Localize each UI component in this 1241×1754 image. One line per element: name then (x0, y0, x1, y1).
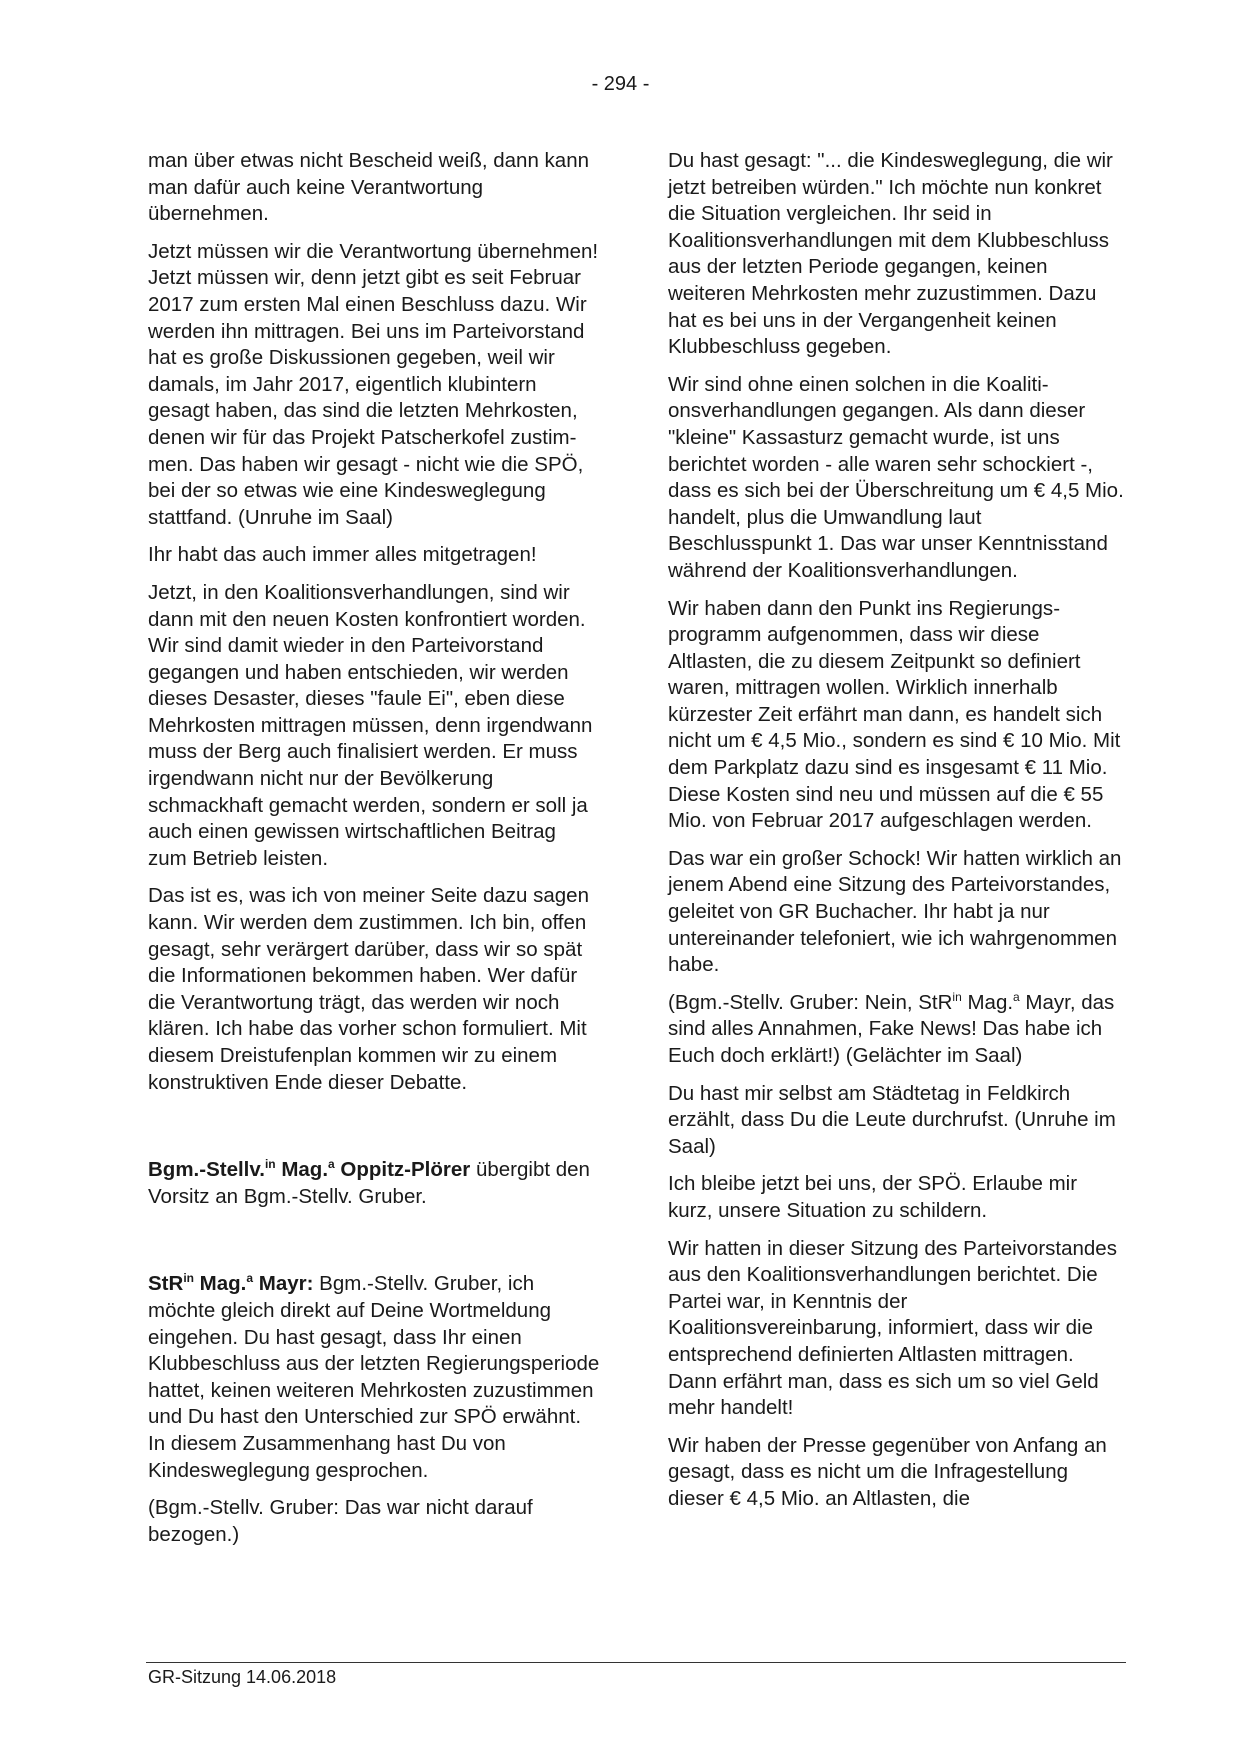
speaker-name: StR$^{in}$ Mag.$^a$ Mayr: (148, 1271, 314, 1296)
paragraph: Jetzt müssen wir die Verantwortung übernehmen! Jetzt müssen wir, denn jetzt gibt es seit Februar 2017 zum ersten Mal einen Beschluss dazu. Wir werden ihn mittragen. Bei uns im Parteivorstand hat es große Diskussionen gegeben, weil wir damals, im Jahr 2017, eigentlich klubintern gesagt haben, das sind die letzten Mehrkosten, denen wir für das Projekt Patscherkofel zustimmen. Das haben wir gesagt - nicht wie die SPÖ, bei der so etwas wie eine Kindesweglegung stattfand. (Unruhe im Saal) (148, 239, 599, 529)
paragraph: Jetzt, in den Koalitionsverhandlungen, sind wir dann mit den neuen Kosten konfrontiert worden. Wir sind damit wieder in den Parteivorstand gegangen und haben entschieden, wir werden dieses Desaster, dieses "faule Ei", eben diese Mehrkosten mittragen müssen, denn irgendwann muss der Berg auch finalisiert werden. Er muss irgendwann nicht nur der Bevölkerung schmackhaft gemacht werden, sondern er soll ja auch einen gewissen wirtschaftlichen Beitrag zum Betrieb leisten. (148, 580, 593, 870)
left-column (148, 148, 600, 1559)
speaker-paragraph: StR$^{in}$ Mag.$^a$ Mayr: Bgm.-Stellv. Gruber, ich möchte gleich direkt auf Deine Wortmeldung eingehen. Du hast gesagt, dass Ihr einen Klubbeschluss aus der letzten Regierungsperiode hattet, keinen weiteren Mehrkosten zuzustimmen und Du hast den Unterschied zur SPÖ erwähnt. In diesem Zusammenhang hast Du von Kindesweglegung gesprochen. (148, 1271, 600, 1482)
paragraph: Wir haben der Presse gegenüber von Anfang an gesagt, dass es nicht um die Infragestellung dieser € 4,5 Mio. an Altlasten, die (668, 1433, 1107, 1510)
paragraph: Du hast mir selbst am Städtetag in Feldkirch erzählt, dass Du die Leute durchrufst. (Unruhe im Saal) (668, 1081, 1116, 1158)
footer-session-date: GR-Sitzung 14.06.2018 (148, 1667, 337, 1687)
paragraph: Ich bleibe jetzt bei uns, der SPÖ. Erlaube mir kurz, unsere Situation zu schildern. (668, 1172, 1078, 1222)
paragraph: Das ist es, was ich von meiner Seite dazu sagen kann. Wir werden dem zustimmen. Ich bin, offen gesagt, sehr verärgert darüber, dass wir so spät die Informationen bekommen haben. Wer dafür die Verantwortung trägt, das werden wir noch klären. Ich habe das vorher schon formuliert. Mit diesem Dreistufenplan kommen wir zu einem konstruktiven Ende dieser Debatte. (148, 884, 589, 1094)
paragraph: Ihr habt das auch immer alles mitgetragen! (148, 543, 537, 567)
paragraph: Wir sind ohne einen solchen in die Koalitionsverhandlungen gegangen. Als dann dieser "kleine" Kassasturz gemacht wurde, ist uns berichtet worden - alle waren sehr schockiert -, dass es sich bei der Überschreitung um € 4,5 Mio. handelt, plus die Umwandlung laut Beschlusspunkt 1. Das war unser Kenntnisstand während der Koalitionsverhandlungen. (668, 372, 1124, 582)
footer-divider (146, 1662, 1126, 1663)
paragraph: Wir hatten in dieser Sitzung des Parteivorstandes aus den Koalitionsverhandlungen berichtet. Die Partei war, in Kenntnis der Koalitionsvereinbarung, informiert, dass wir die entsprechend definierten Altlasten mittragen. Dann erfährt man, dass es sich um so viel Geld mehr handelt! (668, 1236, 1117, 1420)
paragraph: Wir haben dann den Punkt ins Regierungsprogramm aufgenommen, dass wir diese Altlasten, die zu diesem Zeitpunkt so definiert waren, mittragen wollen. Wirklich innerhalb kürzester Zeit erfährt man dann, es handelt sich nicht um € 4,5 Mio., sondern es sind € 10 Mio. Mit dem Parkplatz dazu sind es insgesamt € 11 Mio. Diese Kosten sind neu und müssen auf die € 55 Mio. von Februar 2017 aufgeschlagen werden. (668, 596, 1121, 833)
paragraph: Das war ein großer Schock! Wir hatten wirklich an jenem Abend eine Sitzung des Parteivorstandes, geleitet von GR Buchacher. Ihr habt ja nur untereinander telefoniert, wie ich wahrgenommen habe. (668, 846, 1122, 977)
interjection: (Bgm.-Stellv. Gruber: Das war nicht darauf bezogen.) (148, 1496, 533, 1546)
page-number: - 294 - (591, 73, 650, 95)
speaker-name: Bgm.-Stellv.$^{in}$ Mag.$^a$ Oppitz-Plörer (148, 1157, 471, 1182)
paragraph: man über etwas nicht Bescheid weiß, dann kann man dafür auch keine Verantwortung übernehmen. (148, 149, 590, 226)
paragraph: Du hast gesagt: "... die Kindesweglegung, die wir jetzt betreiben würden." Ich möchte nun konkret die Situation vergleichen. Ihr seid in Koalitionsverhandlungen mit dem Klubbeschluss aus der letzten Periode gegangen, keinen weiteren Mehrkosten mehr zuzustimmen. Dazu hat es bei uns in der Vergangenheit keinen Klubbeschluss gegeben. (668, 149, 1113, 359)
chair-handover-paragraph: Bgm.-Stellv.$^{in}$ Mag.$^a$ Oppitz-Plörer übergibt den Vorsitz an Bgm.-Stellv. Gruber. (148, 1157, 590, 1208)
interjection: (Bgm.-Stellv. Gruber: Nein, StR$^{in}$ Mag.$^a$ Mayr, das sind alles Annahmen, Fake News! Das habe ich Euch doch erklärt!) (Gelächter im Saal) (668, 989, 1115, 1067)
right-column (668, 148, 1124, 1524)
